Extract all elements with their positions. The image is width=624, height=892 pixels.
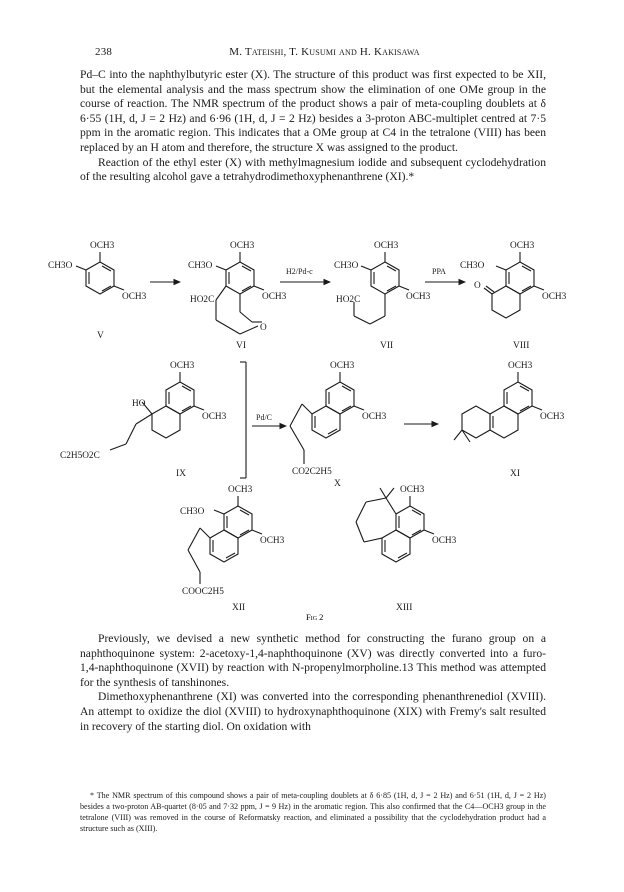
v-och3-label-2: OCH3 — [122, 292, 147, 302]
xiii-och3-label-2: OCH3 — [432, 536, 457, 546]
viii-o-label: O — [474, 281, 481, 291]
reagent-ppa: PPA — [432, 267, 446, 276]
xi-och3-label-2: OCH3 — [540, 412, 565, 422]
paragraph-2: Reaction of the ethyl ester (X) with methylmagnesium iodide and subsequent cyclodehydration of the resulting alcohol gave a tetrahydrodimethoxyphenanthrene (XI).* — [80, 155, 546, 184]
compound-XII-structure — [180, 485, 285, 597]
footnote — [80, 790, 546, 834]
ix-ester-label: C2H5O2C — [60, 451, 100, 461]
vii-ho2c-label: HO2C — [336, 295, 361, 305]
page-header — [95, 46, 554, 62]
compound-label-XII: XII — [232, 603, 246, 613]
compound-X-structure — [290, 361, 387, 477]
vii-ch3o-label: CH3O — [334, 261, 359, 271]
vi-och3-label: OCH3 — [230, 241, 255, 251]
paragraph-4: Dimethoxyphenanthrene (XI) was converted into the corresponding phenanthrenediol (XVIII). An attempt to oxidize the diol (XVIII) to hydroxynaphthoquinone (XIX) with Fremy's salt resulted in recovery of the starting diol. On oxidation with — [80, 690, 546, 733]
body-text-top — [80, 68, 546, 185]
reaction-scheme-svg — [40, 216, 595, 621]
viii-och3-label-2: OCH3 — [542, 292, 567, 302]
body-text-bottom — [80, 632, 546, 734]
paragraph-1: Pd–C into the naphthylbutyric ester (X). The structure of this product was first expected to be XII, but the elemental analysis and the mass spectrum show the elimination of one OMe group in the course of reaction. The NMR spectrum of the product shows a pair of meta-coupling doublets at δ 6·55 (1H, d, J = 2 Hz) and 6·96 (1H, d, J = 2 Hz) besides a 3-proton ABC-multiplet centred at 7·5 ppm in the aromatic region. This indicates that a OMe group at C4 in the tetralone (VIII) has been replaced by an H atom and therefore, the structure X was assigned to the product. — [80, 68, 546, 154]
xi-och3-label: OCH3 — [508, 361, 533, 371]
running-head-authors: M. Tateishi, T. Kusumi and H. Kakisawa — [229, 46, 420, 58]
footnote-text: * The NMR spectrum of this compound shows a pair of meta-coupling doublets at δ 6·85 (1H, d, J = 2 Hz) and 6·51 (1H, d, J = 2 Hz) besides a two-proton AB-quartet (8·05 and 7·32 ppm, J = 9 Hz) in the aromatic region. This also confirmed that the C4—OCH3 group in the tetralone (VIII) was removed in the course of Reformatsky reaction, and eliminated a possibility that the cyclodehydration product had a structure such as (XIII). — [80, 791, 546, 833]
compound-label-X: X — [334, 479, 341, 489]
ix-och3-label-2: OCH3 — [202, 412, 227, 422]
compound-label-XIII: XIII — [396, 603, 413, 613]
compound-XI-structure — [454, 361, 565, 442]
compound-IX-structure — [60, 361, 227, 461]
viii-ch3o-label: CH3O — [460, 261, 485, 271]
vii-och3-label-2: OCH3 — [406, 292, 431, 302]
compound-VI-structure — [188, 241, 287, 334]
compound-XIII-structure — [356, 485, 457, 562]
v-och3-label: OCH3 — [90, 241, 115, 251]
vi-och3-label-2: OCH3 — [262, 292, 287, 302]
reaction-scheme-figure — [40, 216, 595, 621]
compound-label-VI: VI — [236, 341, 247, 351]
compound-label-V: V — [97, 331, 104, 341]
reagent-h2-pdc: H2/Pd-c — [286, 267, 313, 276]
compound-label-VII: VII — [380, 341, 394, 351]
v-ch3o-label: CH3O — [48, 261, 73, 271]
paragraph-3: Previously, we devised a new synthetic method for constructing the furano group on a naphthoquinone system: 2-acetoxy-1,4-naphthoquinone (XV) was directly converted into a furo-1,4-naphthoquinone (XVII) by reaction with N-propenylmorpholine.13 This method was attempted for the synthesis of tanshinones. — [80, 632, 546, 689]
compound-label-IX: IX — [176, 469, 187, 479]
compound-label-VIII: VIII — [513, 341, 530, 351]
reagent-pdc: Pd/C — [256, 413, 273, 422]
viii-och3-label: OCH3 — [510, 241, 535, 251]
compound-label-XI: XI — [510, 469, 521, 479]
compound-VIII-structure — [460, 241, 567, 318]
xii-och3-label-2: OCH3 — [260, 536, 285, 546]
xii-och3-label: OCH3 — [228, 485, 253, 495]
page-number: 238 — [95, 46, 113, 58]
figure-caption: Fig 2 — [306, 612, 324, 621]
xiii-och3-label: OCH3 — [400, 485, 425, 495]
x-och3-label-2: OCH3 — [362, 412, 387, 422]
ix-och3-label: OCH3 — [170, 361, 195, 371]
xii-ester-label: COOC2H5 — [182, 587, 224, 597]
compound-V-structure — [48, 241, 147, 302]
ix-ho-label: HO — [132, 399, 146, 409]
compound-VII-structure — [334, 241, 431, 324]
xii-ch3o-label: CH3O — [180, 507, 205, 517]
vi-o-label: O — [260, 323, 267, 333]
x-ester-label: CO2C2H5 — [292, 467, 332, 477]
x-och3-label: OCH3 — [330, 361, 355, 371]
vi-ch3o-label: CH3O — [188, 261, 213, 271]
vii-och3-label: OCH3 — [374, 241, 399, 251]
vi-ho2c-label: HO2C — [190, 295, 215, 305]
